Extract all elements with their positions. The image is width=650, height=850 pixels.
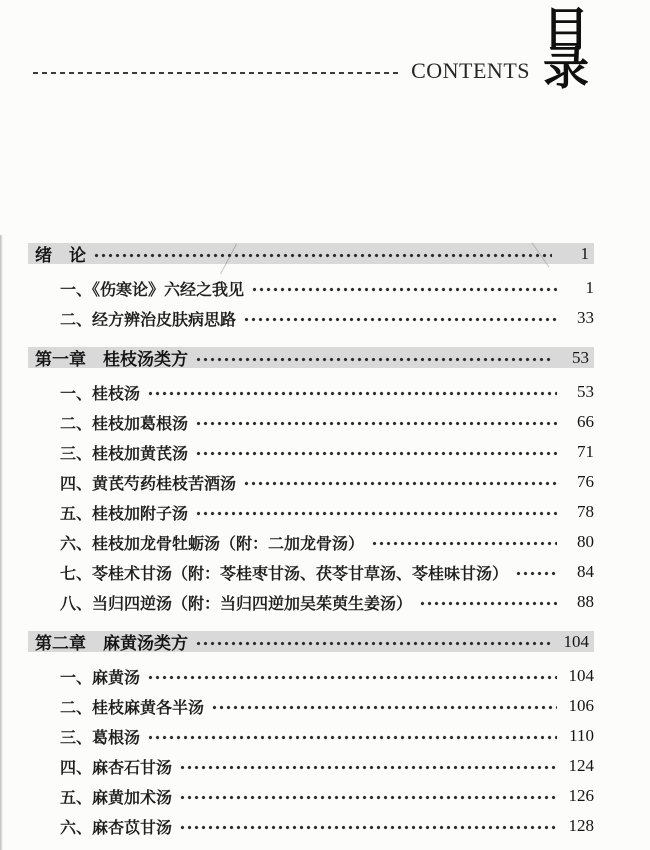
dot-leader xyxy=(516,571,557,576)
entry-title: 一、麻黄汤 xyxy=(60,667,141,687)
chapter-header-row xyxy=(28,631,594,652)
entry-page-number: 84 xyxy=(577,562,594,581)
toc-entry-row xyxy=(28,527,594,557)
entry-title: 七、苓桂术甘汤（附：苓桂枣甘汤、茯苓甘草汤、苓桂味甘汤） xyxy=(60,563,509,583)
dot-leader xyxy=(148,675,557,680)
entry-page-number: 88 xyxy=(577,592,594,611)
chapter-header-row xyxy=(28,347,594,368)
toc-entry-row xyxy=(28,437,594,467)
dot-leader xyxy=(196,357,552,362)
chapter-page-number: 104 xyxy=(563,631,589,651)
chapter-page-number: 53 xyxy=(572,347,589,367)
entry-title: 六、麻杏苡甘汤 xyxy=(60,817,173,837)
entry-title: 八、当归四逆汤（附：当归四逆加吴茱萸生姜汤） xyxy=(60,593,413,613)
dot-leader xyxy=(420,601,557,606)
entry-title: 五、麻黄加术汤 xyxy=(60,787,173,807)
entry-title: 二、桂枝加葛根汤 xyxy=(60,413,189,433)
header-contents-row xyxy=(33,57,530,85)
toc-entry-row xyxy=(28,691,594,721)
entry-page-number: 71 xyxy=(577,442,594,461)
page-title-zh-char-2: 录 xyxy=(543,41,589,95)
entry-title: 三、桂枝加黄芪汤 xyxy=(60,443,189,463)
dot-leader xyxy=(252,287,557,292)
toc-entry-row xyxy=(28,721,594,751)
dot-leader xyxy=(372,541,557,546)
entry-title: 六、桂枝加龙骨牡蛎汤（附：二加龙骨汤） xyxy=(60,533,365,553)
entry-page-number: 124 xyxy=(568,756,594,775)
page-title-zh xyxy=(542,2,590,95)
dot-leader xyxy=(148,391,557,396)
entry-page-number: 106 xyxy=(568,696,594,715)
entry-page-number: 66 xyxy=(577,412,594,431)
chapter-title: 绪 论 xyxy=(35,246,86,266)
page-title-en: CONTENTS xyxy=(411,58,530,83)
chapter-title: 第二章 麻黄汤类方 xyxy=(35,634,188,654)
page-title-zh-char-1: 目 xyxy=(543,2,589,56)
chapter-title: 第一章 桂枝汤类方 xyxy=(35,350,188,370)
toc-entry-row xyxy=(28,661,594,691)
dot-leader xyxy=(180,825,557,830)
dot-leader xyxy=(244,481,557,486)
dot-leader xyxy=(196,421,557,426)
entry-title: 一、桂枝汤 xyxy=(60,383,141,403)
toc-entry-row xyxy=(28,557,594,587)
chapter-page-number: 1 xyxy=(580,243,589,263)
entry-page-number: 1 xyxy=(585,278,594,297)
entry-page-number: 128 xyxy=(568,816,594,835)
dot-leader xyxy=(94,253,552,258)
toc-entry-row xyxy=(28,751,594,781)
entry-title: 二、经方辨治皮肤病思路 xyxy=(60,309,237,329)
entry-page-number: 76 xyxy=(577,472,594,491)
entry-page-number: 126 xyxy=(568,786,594,805)
entry-title: 三、葛根汤 xyxy=(60,727,141,747)
toc-entry-row xyxy=(28,407,594,437)
dot-leader xyxy=(196,641,552,646)
scan-edge-artifact xyxy=(0,235,3,850)
toc-entry-row xyxy=(28,467,594,497)
dot-leader xyxy=(196,511,557,516)
entry-title: 五、桂枝加附子汤 xyxy=(60,503,189,523)
toc-entry-row xyxy=(28,587,594,617)
toc-entry-row xyxy=(28,303,594,333)
dot-leader xyxy=(180,765,557,770)
entry-title: 四、麻杏石甘汤 xyxy=(60,757,173,777)
entry-title: 一、《伤寒论》六经之我见 xyxy=(60,279,245,299)
toc-entry-row xyxy=(28,811,594,841)
header-dashed-line xyxy=(33,72,402,74)
entry-title: 四、黄芪芍药桂枝苦酒汤 xyxy=(60,473,237,493)
toc-entry-row xyxy=(28,781,594,811)
toc-entry-row xyxy=(28,377,594,407)
toc xyxy=(28,243,594,841)
dot-leader xyxy=(196,451,557,456)
dot-leader xyxy=(180,795,557,800)
entry-page-number: 80 xyxy=(577,532,594,551)
entry-title: 二、桂枝麻黄各半汤 xyxy=(60,697,205,717)
toc-entry-row xyxy=(28,273,594,303)
entry-page-number: 104 xyxy=(568,666,594,685)
dot-leader xyxy=(212,705,557,710)
toc-entry-row xyxy=(28,497,594,527)
entry-page-number: 78 xyxy=(577,502,594,521)
dot-leader xyxy=(244,317,557,322)
dot-leader xyxy=(148,735,557,740)
chapter-header-row xyxy=(28,243,594,264)
entry-page-number: 33 xyxy=(577,308,594,327)
entry-page-number: 53 xyxy=(577,382,594,401)
entry-page-number: 110 xyxy=(569,726,594,745)
